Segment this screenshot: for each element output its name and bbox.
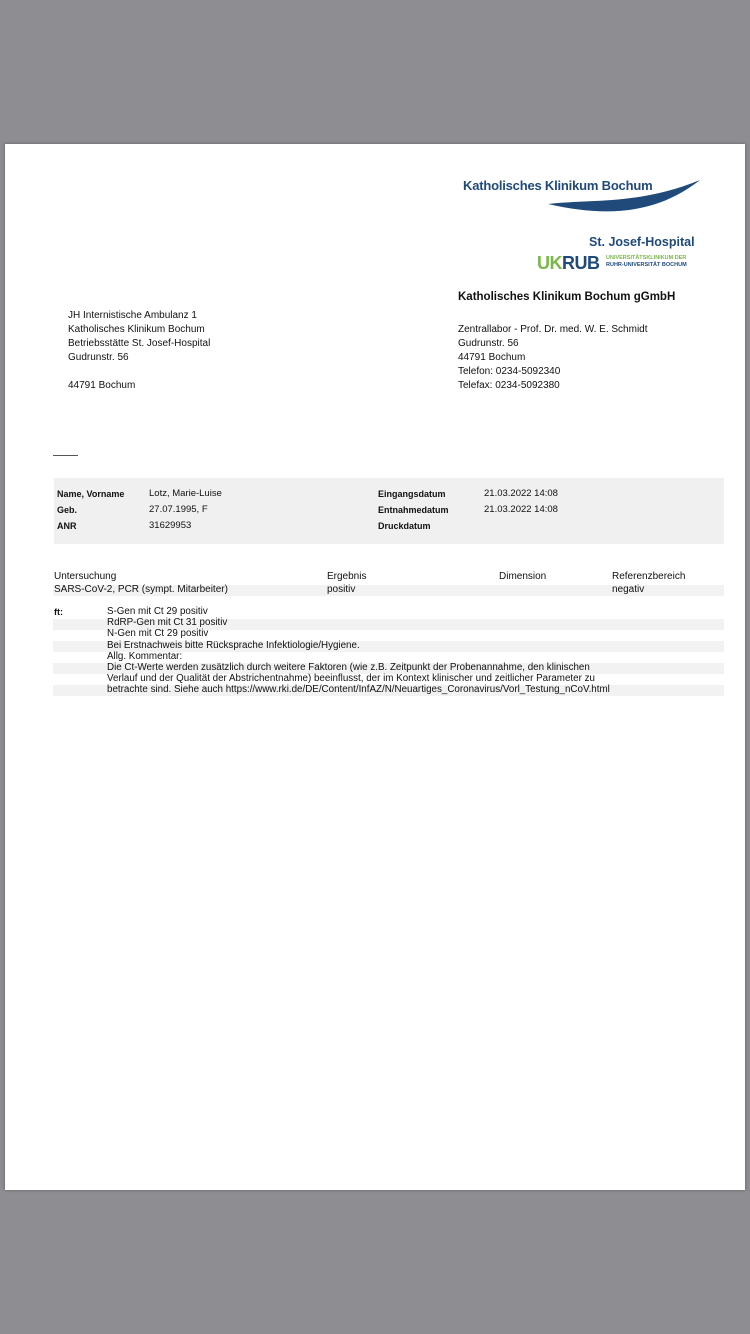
ukrub-logo-rub: RUB bbox=[562, 253, 600, 273]
print-date-label: Druckdatum bbox=[378, 521, 431, 531]
lab-line: 44791 Bochum bbox=[458, 352, 526, 363]
col-header-result: Ergebnis bbox=[327, 571, 367, 582]
collected-date-value: 21.03.2022 14:08 bbox=[484, 504, 558, 515]
result-test-name: SARS-CoV-2, PCR (sympt. Mitarbeiter) bbox=[54, 584, 228, 595]
received-date-value: 21.03.2022 14:08 bbox=[484, 488, 558, 499]
lab-line: Telefax: 0234-5092380 bbox=[458, 380, 560, 391]
col-header-reference: Referenzbereich bbox=[612, 571, 686, 582]
patient-name-value: Lotz, Marie-Luise bbox=[149, 488, 222, 499]
recipient-line bbox=[68, 365, 210, 379]
hospital-name: St. Josef-Hospital bbox=[589, 235, 695, 249]
comment-line: RdRP-Gen mit Ct 31 positiv bbox=[107, 617, 228, 628]
patient-anr-label: ANR bbox=[57, 521, 77, 531]
fold-mark bbox=[53, 455, 78, 456]
patient-anr-value: 31629953 bbox=[149, 520, 192, 531]
recipient-line: Gudrunstr. 56 bbox=[68, 352, 129, 363]
comment-line: N-Gen mit Ct 29 positiv bbox=[107, 628, 209, 639]
clinic-logo-title: Katholisches Klinikum Bochum bbox=[463, 178, 653, 193]
ukrub-subtitle-line1: UNIVERSITÄTSKLINIKUM DER bbox=[606, 255, 687, 261]
lab-line: Gudrunstr. 56 bbox=[458, 338, 519, 349]
patient-info-box bbox=[54, 478, 724, 544]
comment-label: ft: bbox=[54, 607, 63, 617]
clinic-logo-wave-icon bbox=[545, 177, 705, 222]
ukrub-logo-subtitle bbox=[606, 255, 687, 269]
col-header-test: Untersuchung bbox=[54, 571, 117, 582]
ukrub-subtitle-line2: RUHR-UNIVERSITÄT BOCHUM bbox=[606, 262, 687, 268]
recipient-line: 44791 Bochum bbox=[68, 380, 136, 391]
comment-line: Allg. Kommentar: bbox=[107, 651, 183, 662]
recipient-address bbox=[68, 309, 210, 393]
recipient-line: Katholisches Klinikum Bochum bbox=[68, 324, 205, 335]
comment-line: Verlauf und der Qualität der Abstrichentnahme) beeinflusst, der im Kontext klinischer und zeitlicher Parameter zu bbox=[107, 673, 595, 684]
ukrub-logo-uk: UK bbox=[537, 253, 562, 273]
comment-line: betrachte sind. Siehe auch https://www.rki.de/DE/Content/InfAZ/N/Neuartiges_Coronavirus/Vorl_Testung_nCoV.html bbox=[107, 684, 610, 695]
comment-line: Bei Erstnachweis bitte Rücksprache Infektiologie/Hygiene. bbox=[107, 640, 360, 651]
patient-name-label: Name, Vorname bbox=[57, 489, 125, 499]
col-header-dimension: Dimension bbox=[499, 571, 547, 582]
comment-line: S-Gen mit Ct 29 positiv bbox=[107, 606, 208, 617]
result-value: positiv bbox=[327, 584, 356, 595]
ukrub-logo bbox=[537, 253, 600, 274]
patient-dob-value: 27.07.1995, F bbox=[149, 504, 208, 515]
result-reference: negativ bbox=[612, 584, 645, 595]
comment-line: Die Ct-Werte werden zusätzlich durch weitere Faktoren (wie z.B. Zeitpunkt der Probenannahme, den klinischen bbox=[107, 662, 590, 673]
company-name: Katholisches Klinikum Bochum gGmbH bbox=[458, 291, 676, 303]
recipient-line: Betriebsstätte St. Josef-Hospital bbox=[68, 338, 211, 349]
document-page bbox=[5, 144, 745, 1190]
received-date-label: Eingangsdatum bbox=[378, 489, 446, 499]
lab-address bbox=[458, 323, 648, 393]
collected-date-label: Entnahmedatum bbox=[378, 505, 449, 515]
patient-dob-label: Geb. bbox=[57, 505, 78, 515]
lab-line: Zentrallabor - Prof. Dr. med. W. E. Schmidt bbox=[458, 324, 648, 335]
lab-line: Telefon: 0234-5092340 bbox=[458, 366, 561, 377]
recipient-line: JH Internistische Ambulanz 1 bbox=[68, 310, 197, 321]
